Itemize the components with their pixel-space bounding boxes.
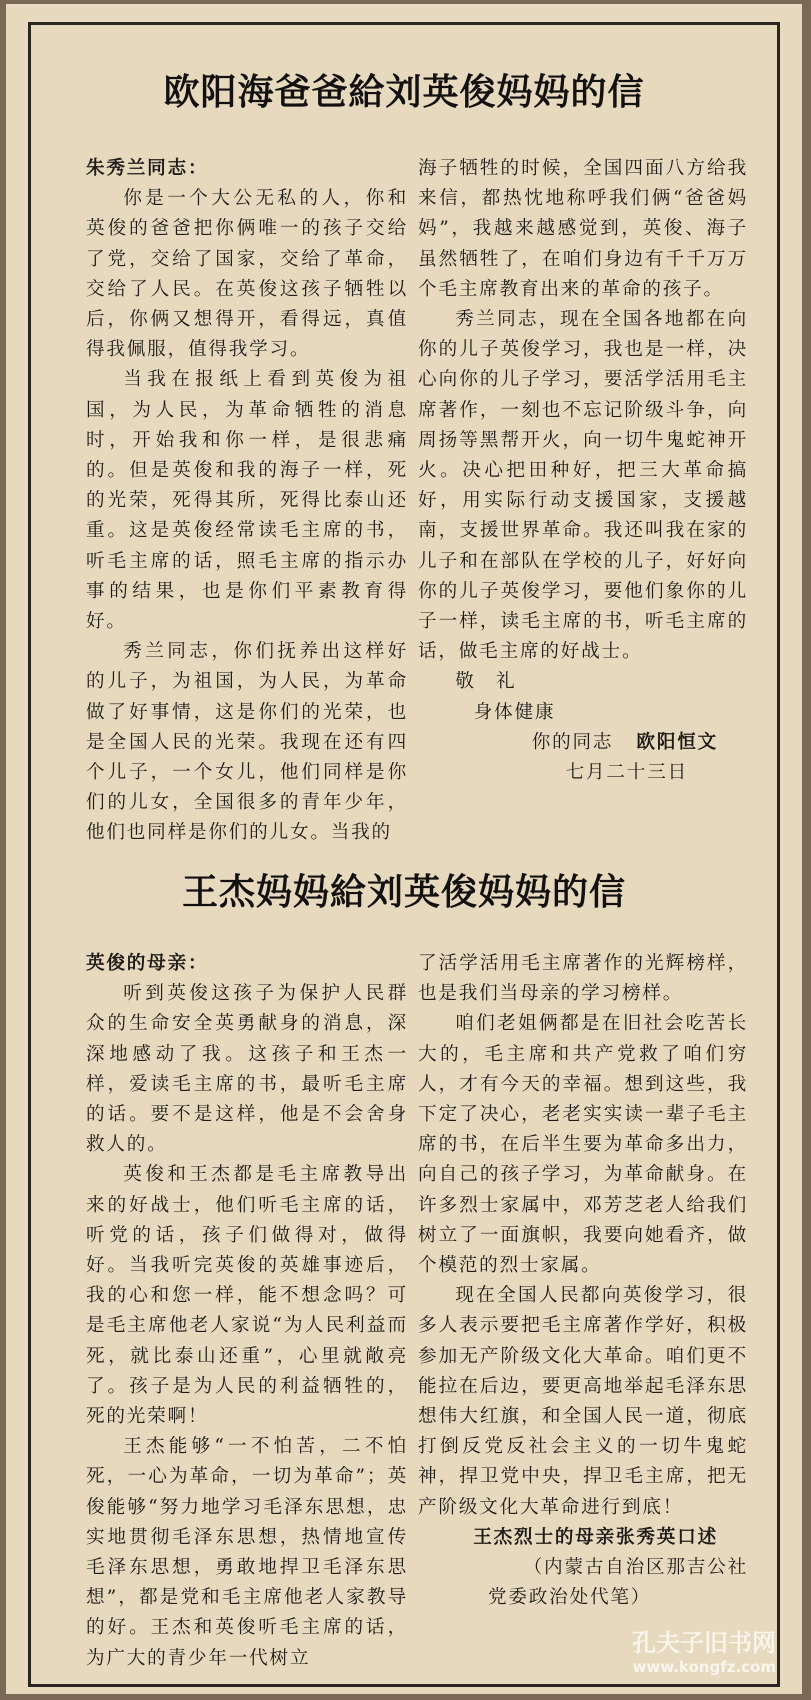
letter1-paragraph: 当我在报纸上看到英俊为祖国，为人民，为革命牺牲的消息时，开始我和你一样，是很悲痛的。但是英俊和我的海子一样，死的光荣，死得其所，死得比泰山还重。这是英俊经常读毛主席的书，听毛主席的话，照毛主席的指示办事的结果，也是你们平素教育得好。 xyxy=(86,369,408,633)
letter1-date: 七月二十三日 xyxy=(565,762,688,784)
letter2-right-column xyxy=(418,949,748,1613)
letter2-source: 党委政治处代笔） xyxy=(488,1587,652,1609)
letter2-signature: 王杰烈士的母亲张秀英口述 xyxy=(473,1526,718,1548)
newspaper-page xyxy=(6,4,802,1694)
letter2-paragraph: 咱们老姐俩都是在旧社会吃苦长大的，毛主席和共产党救了咱们穷人，才有今天的幸福。想到这些，我下定了决心，老老实实读一辈子毛主席的书，在后半生要为革命多出力，向自己的孩子学习，为革命献身。在许多烈士家属中，邓芳芝老人给我们树立了一面旗帜，我要向她看齐，做个模范的烈士家属。 xyxy=(418,1013,748,1277)
letter2-paragraph: 现在全国人民都向英俊学习，很多人表示要把毛主席著作学好，积极参加无产阶级文化大革命。咱们更不能拉在后边，要更高地举起毛泽东思想伟大红旗，和全国人民一道，彻底打倒反党反社会主义的一切牛鬼蛇神，捍卫党中央，捍卫毛主席，把无产阶级文化大革命进行到底！ xyxy=(418,1285,748,1518)
sign-prefix: 你的同志 xyxy=(531,731,614,753)
letter1-signature xyxy=(418,728,748,758)
letter1-right-column xyxy=(418,154,748,788)
letter1-left-column xyxy=(86,154,408,849)
letter2-paragraph: 听到英俊这孩子为保护人民群众的生命安全英勇献身的消息，深深地感动了我。这孩子和王杰一样，爱读毛主席的书，最听毛主席的话。要不是这样，他是不会舍身救人的。 xyxy=(86,983,408,1156)
letter1-title: 欧阳海爸爸給刘英俊妈妈的信 xyxy=(163,72,645,113)
letter1-paragraph: 海子牺牲的时候，全国四面八方给我来信，都热忱地称呼我们俩“爸爸妈妈”，我越来越感觉到，英俊、海子虽然牺牲了，在咱们身边有千千万万个毛主席教育出来的革命的孩子。 xyxy=(418,158,748,300)
watermark xyxy=(632,1623,776,1676)
letter1-paragraph: 你是一个大公无私的人，你和英俊的爸爸把你俩唯一的孩子交给了党，交给了国家，交给了革命，交给了人民。在英俊这孩子牺牲以后，你俩又想得开，看得远，真值得我佩服，值得我学习。 xyxy=(86,188,408,361)
letter2-source: （内蒙古自治区那吉公社 xyxy=(523,1557,748,1579)
letter1-paragraph: 秀兰同志，你们抚养出这样好的儿子，为祖国，为人民，为革命做了好事情，这是你们的光荣，也是全国人民的光荣。我现在还有四个儿子，一个女儿，他们同样是你们的儿女，全国很多的青年少年，他们也同样是你们的儿女。当我的 xyxy=(86,641,408,844)
letter1-salutation: 朱秀兰同志： xyxy=(86,158,209,179)
letter2-paragraph: 英俊和王杰都是毛主席教导出来的好战士，他们听毛主席的话，听党的话，孩子们做得对，做得好。当我听完英俊的英雄事迹后，我的心和您一样，能不想念吗？可是毛主席他老人家说“为人民利益而死，就比泰山还重”，心里就敞亮了。孩子是为人民的利益牺牲的，死的光荣啊！ xyxy=(86,1164,408,1428)
letter2-paragraph: 了活学活用毛主席著作的光辉榜样，也是我们当母亲的学习榜样。 xyxy=(418,953,748,1005)
letter1-closing xyxy=(418,698,748,728)
watermark-url: www.kongfz.com xyxy=(632,1658,776,1676)
letter1-closing: 敬 礼 xyxy=(455,671,517,693)
letter1-paragraph: 秀兰同志，现在全国各地都在向你的儿子英俊学习，我也是一样，决心向你的儿子学习，要活学活用毛主席著作，一刻也不忘记阶级斗争，向周扬等黑帮开火，向一切牛鬼蛇神开火。决心把田种好，把三大革命搞好，用实际行动支援国家，支援越南，支援世界革命。我还叫我在家的儿子和在部队在学校的儿子，好好向你的儿子英俊学习，要他们象你的儿子一样，读毛主席的书，听毛主席的话，做毛主席的好战士。 xyxy=(418,309,748,663)
letter2-salutation: 英俊的母亲： xyxy=(86,953,209,974)
letter2-title: 王杰妈妈給刘英俊妈妈的信 xyxy=(181,872,626,913)
signer-name: 欧阳恒文 xyxy=(636,731,718,753)
letter2-left-column xyxy=(86,949,408,1674)
letter2-paragraph: 王杰能够“一不怕苦，二不怕死，一心为革命，一切为革命”；英俊能够“努力地学习毛泽东思想，忠实地贯彻毛泽东思想，热情地宣传毛泽东思想，勇敢地捍卫毛泽东思想”，都是党和毛主席他老人家教导的好。王杰和英俊听毛主席的话，为广大的青少年一代树立 xyxy=(86,1436,408,1669)
closing-text: 身体健康 xyxy=(473,701,556,723)
watermark-text: 孔夫子旧书网 xyxy=(632,1629,776,1657)
